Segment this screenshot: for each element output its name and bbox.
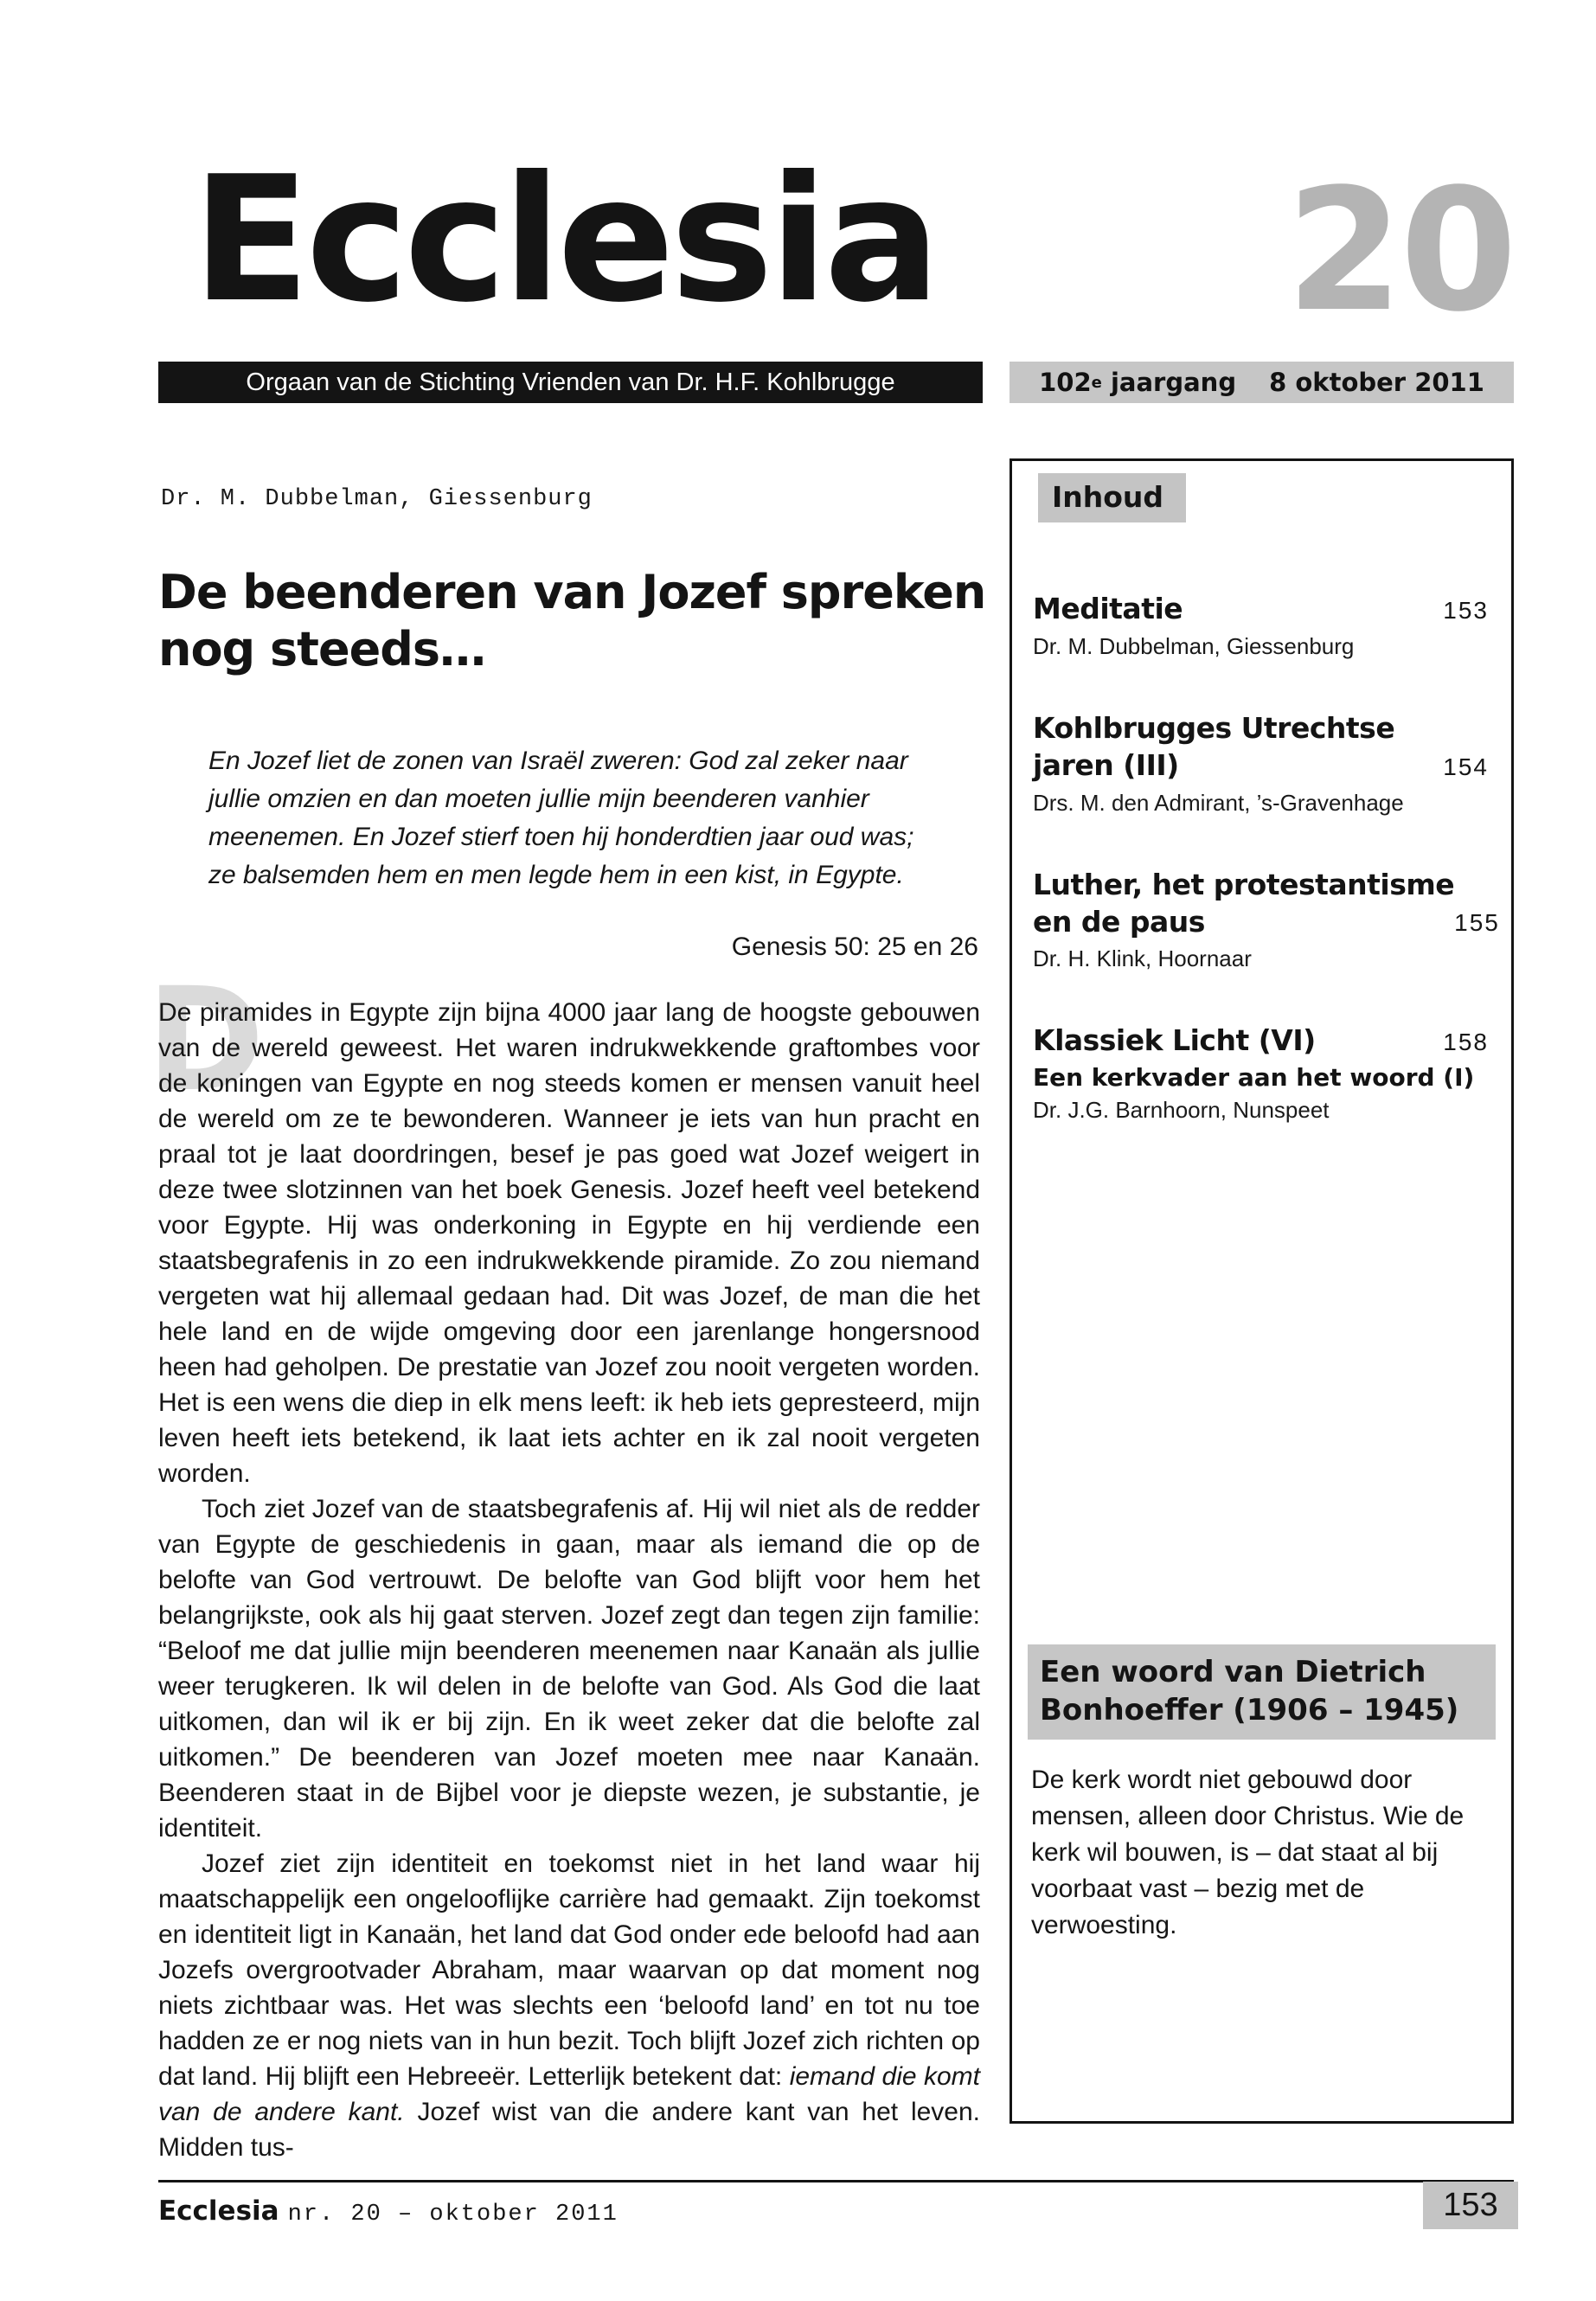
masthead-subtitle-bar xyxy=(158,362,983,403)
masthead-title: Ecclesia xyxy=(192,139,937,341)
italic-run: iemand die komt van de andere kant. xyxy=(158,2062,980,2126)
text-run: De piramides in Egypte zijn bijna 4000 jaar lang de hoogste gebouwen van de wereld geweest. Het waren indrukwekkende graftombes voor de koningen van Egypte en nog steeds komen er mensen vanuit heel de wereld om ze te bewonderen. Wanneer je iets van hun pracht en praal tot je laat doordringen, besef je pas goed wat Jozef weigert in deze twee slotzinnen van het boek Genesis. Jozef heeft veel betekend voor Egypte. Hij was onderkoning in Egypte en hij verdiende een staatsbegrafenis in zo een indrukwekkende piramide. Zo zou niemand vergeten wat hij allemaal gedaan had. Dit was Jozef, de man die het hele land en de wijde omgeving door een jarenlange hongersnood heen had geholpen. De prestatie van Jozef zou nooit vergeten worden. Het is een wens die diep in elk mens leeft: ik heb iets gepresteerd, mijn leven heeft iets betekend, ik laat iets achter en ik zal nooit vergeten worden. xyxy=(158,998,980,1488)
epigraph-source: Genesis 50: 25 en 26 xyxy=(731,933,978,961)
volume-date-bar xyxy=(1010,362,1514,403)
toc-entry-row xyxy=(1033,710,1489,785)
feature-block xyxy=(1028,1644,1496,1944)
paragraph-text xyxy=(158,998,980,1488)
feature-heading: Een woord van Dietrich Bonhoeffer (1906 – 1945) xyxy=(1028,1644,1496,1740)
footer-page-number: 153 xyxy=(1423,2182,1518,2229)
volume-sup: e xyxy=(1091,373,1102,392)
toc-entry xyxy=(1033,867,1500,973)
footer-issue-info: nr. 20 – oktober 2011 xyxy=(287,2202,619,2227)
issue-number: 20 xyxy=(1285,152,1514,349)
text-run: Toch ziet Jozef van de staatsbegrafenis af. Hij wil niet als de redder van Egypte de geschiedenis in gaan, maar als iemand die op de belofte van God vertrouwt. De belofte van God blijft voor hem het belangrijkste, ook als hij gaat sterven. Jozef zegt dan tegen zijn familie: “Beloof me dat jullie mijn beenderen meenemen naar Kanaän als jullie weer terugkeren. Ik wil delen in de belofte van God. Als God die laat uitkomen, dan wil ik er bij zijn. En ik weet zeker dat die belofte zal uitkomen.” De beenderen van Jozef moeten mee naar Kanaän. Beenderen staat in de Bijbel voor je diepste wezen, je substantie, je identiteit. xyxy=(158,1495,980,1843)
paragraph-text xyxy=(158,1849,980,2162)
toc-entry-title xyxy=(1033,710,1394,785)
article-title-line-1: De beenderen van Jozef spreken xyxy=(158,565,986,619)
toc-entry-author: Dr. J.G. Barnhoorn, Nunspeet xyxy=(1033,1097,1330,1124)
toc-title-line: Meditatie xyxy=(1033,592,1183,625)
article-body xyxy=(146,957,980,2165)
toc-title-line: Luther, het protestantisme xyxy=(1033,867,1455,901)
article-byline: Dr. M. Dubbelman, Giessenburg xyxy=(161,486,593,512)
issue-date: 8 oktober 2011 xyxy=(1269,368,1484,397)
article-title xyxy=(158,564,1023,678)
toc-entry-page: 154 xyxy=(1443,753,1489,780)
toc-entry xyxy=(1033,1022,1489,1124)
toc-entry-title xyxy=(1033,1022,1316,1060)
drop-cap: D xyxy=(146,957,265,1123)
inhoud-box xyxy=(1010,458,1514,2124)
body-paragraph xyxy=(158,1846,980,2165)
toc-title-line: en de paus xyxy=(1033,904,1205,939)
toc-entry-subtitle: Een kerkvader aan het woord (I) xyxy=(1033,1063,1475,1093)
text-run: Jozef wist van die andere kant van het leven. Midden tus- xyxy=(158,2098,980,2162)
toc-entry-row xyxy=(1033,867,1500,941)
toc-entry-title xyxy=(1033,867,1454,941)
toc-entry xyxy=(1033,591,1489,660)
body-paragraph xyxy=(146,957,980,1491)
toc-entry-row xyxy=(1033,1022,1489,1060)
body-paragraph xyxy=(158,1491,980,1846)
toc-entry-row xyxy=(1033,591,1489,628)
paragraph-text xyxy=(158,1495,980,1843)
article-title-line-2: nog steeds… xyxy=(158,621,485,676)
toc-entry xyxy=(1033,710,1489,817)
toc-entry-author: Dr. M. Dubbelman, Giessenburg xyxy=(1033,632,1355,659)
footer-rule xyxy=(158,2180,1514,2182)
epigraph: En Jozef liet de zonen van Israël zweren: God zal zeker naar jullie omzien en dan moeten jullie mijn beenderen vanhier meenemen. En Jozef stierf toen hij honderdtien jaar oud was; ze balsemden hem en men legde hem in een kist, in Egypte. xyxy=(208,747,914,889)
toc-entry-title xyxy=(1033,591,1183,628)
toc-entry-page: 153 xyxy=(1443,596,1489,624)
footer-text xyxy=(158,2195,619,2227)
toc-title-line: jaren (III) xyxy=(1033,747,1179,782)
feature-text: De kerk wordt niet gebouwd door mensen, alleen door Christus. Wie de kerk wil bouwen, is – dat staat al bij voorbaat vast – bezig met de verwoesting. xyxy=(1031,1766,1465,1940)
toc-title-line: Klassiek Licht (VI) xyxy=(1033,1023,1316,1058)
toc-entry-page: 158 xyxy=(1443,1029,1489,1056)
toc-entry-author: Drs. M. den Admirant, ’s-Gravenhage xyxy=(1033,789,1404,816)
toc-list xyxy=(1033,591,1500,1174)
volume-word: jaargang xyxy=(1110,368,1237,397)
masthead-subtitle: Orgaan van de Stichting Vrienden van Dr. H.F. Kohlbrugge xyxy=(246,368,895,396)
footer-journal: Ecclesia xyxy=(158,2195,279,2227)
toc-entry-author: Dr. H. Klink, Hoornaar xyxy=(1033,945,1252,972)
inhoud-label: Inhoud xyxy=(1038,473,1186,522)
volume-number: 102 xyxy=(1039,368,1092,397)
toc-title-line: Kohlbrugges Utrechtse xyxy=(1033,710,1395,745)
text-run: Jozef ziet zijn identiteit en toekomst niet in het land waar hij maatschappelijk een ongelooflijke carrière had gemaakt. Zijn toekomst en identiteit ligt in Kanaän, het land dat God onder ede beloofd had aan Jozefs overgrootvader Abraham, maar waarvan op dat moment nog niets zichtbaar was. Het was slechts een ‘beloofd land’ en tot nu toe hadden ze er nog niets van in hun bezit. Toch blijft Jozef zich richten op dat land. Hij blijft een Hebreeër. Letterlijk betekent dat: xyxy=(158,1849,980,2091)
toc-entry-page: 155 xyxy=(1454,909,1500,937)
